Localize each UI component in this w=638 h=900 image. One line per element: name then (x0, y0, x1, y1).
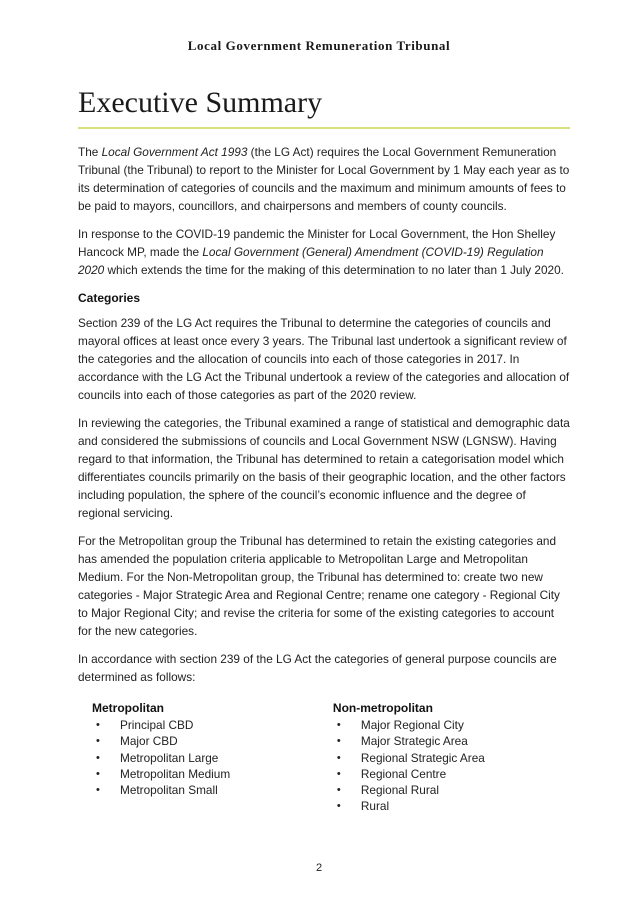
list-item (92, 766, 333, 782)
list-item-label: Regional Rural (360, 783, 439, 798)
list-item-label: Major CBD (120, 734, 178, 749)
text-run: (the LG Act) requires the Local Government Remuneration Tribunal (the Tribunal) to report to the Minister for Local Government by 1 May each year as to its determination of categories of councils and the maximum and minimum amounts of fees to be paid to mayors, councillors, and chairpersons and members of county councils. (78, 145, 570, 213)
list-item (92, 782, 333, 798)
list-item (333, 750, 570, 766)
body-text (78, 143, 570, 815)
list-item (333, 717, 570, 733)
list-item (333, 733, 570, 749)
list-item-label: Metropolitan Large (120, 750, 219, 765)
list-item-label: Rural (360, 799, 390, 814)
list-item-label: Regional Centre (360, 766, 447, 781)
list-item (92, 750, 333, 766)
bullet-icon: • (336, 751, 341, 764)
list-item-label: Major Regional City (360, 718, 464, 732)
text-run: In response to the COVID-19 pandemic the Minister for Local Government, the Hon Shelley Hancock MP, made the (78, 227, 556, 259)
bullet-icon: • (336, 719, 341, 731)
list-item-label: Metropolitan Small (120, 783, 218, 798)
paragraph-intro (78, 143, 570, 215)
running-header: Local Government Remuneration Tribunal (187, 38, 451, 53)
regulation-citation: Local Government (General) Amendment (COVID-19) Regulation 2020 (78, 245, 544, 277)
paragraph-groups: For the Metropolitan group the Tribunal has determined to retain the existing categories and has amended the population criteria applicable to Metropolitan Large and Metropolitan Medium. For the Non-Metropolitan group, the Tribunal has determined to: create two new categories - Major Strategic Area and Regional Centre; rename one category - Regional City to Major Regional City; and revise the criteria for some of the existing categories to account for the new categories. (78, 534, 560, 638)
bullet-icon: • (336, 767, 341, 780)
non-metropolitan-items (333, 717, 570, 815)
bullet-icon: • (336, 735, 341, 748)
paragraph-review: In reviewing the categories, the Tribunal examined a range of statistical and demographic data and considered the submissions of councils and Local Government NSW (LGNSW). Having regard to that information, the Tribunal has determined to retain a categorisation model which differentiates councils primarily on the basis of their geographic location, and the other factors including population, the sphere of the council’s economic influence and the degree of regional servicing. (78, 416, 570, 520)
metropolitan-list (78, 700, 333, 815)
category-lists (78, 700, 570, 815)
paragraph-covid (78, 225, 570, 279)
paragraph-section-239: Section 239 of the LG Act requires the Tribunal to determine the categories of councils and mayoral offices at least once every 3 years. The Tribunal last undertook a significant review of the categories and the allocation of councils into each of those categories in 2017. In accordance with the LG Act the Tribunal undertook a review of the categories and allocation of councils into each of those categories as part of the 2020 review. (78, 316, 570, 402)
bullet-icon: • (96, 735, 100, 748)
list-item (333, 766, 570, 782)
paragraph-determined: In accordance with section 239 of the LG Act the categories of general purpose councils are determined as follows: (78, 652, 557, 684)
bullet-icon: • (96, 767, 100, 780)
list-item (333, 798, 570, 814)
act-citation: Local Government Act 1993 (101, 145, 248, 159)
list-item (92, 717, 333, 733)
text-run: which extends the time for the making of this determination to no later than 1 July 2020. (104, 263, 564, 277)
title-underline (78, 127, 570, 129)
bullet-icon: • (336, 784, 341, 797)
list-item-label: Major Strategic Area (360, 734, 468, 749)
section-heading-categories: Categories (78, 291, 141, 305)
bullet-icon: • (96, 719, 100, 731)
list-item-label: Regional Strategic Area (360, 750, 485, 765)
bullet-icon: • (96, 784, 100, 797)
page-number: 2 (315, 862, 323, 874)
list-item (333, 782, 570, 798)
non-metropolitan-list (333, 700, 570, 815)
list-item-label: Metropolitan Medium (120, 766, 231, 781)
text-run: The (78, 145, 102, 159)
page-title: Executive Summary (78, 86, 323, 119)
list-item-label: Principal CBD (120, 718, 194, 732)
bullet-icon: • (96, 751, 100, 764)
non-metropolitan-heading: Non-metropolitan (332, 701, 433, 715)
metropolitan-heading: Metropolitan (92, 701, 164, 715)
metropolitan-items (92, 717, 333, 798)
list-item (92, 733, 333, 749)
bullet-icon: • (336, 800, 341, 813)
